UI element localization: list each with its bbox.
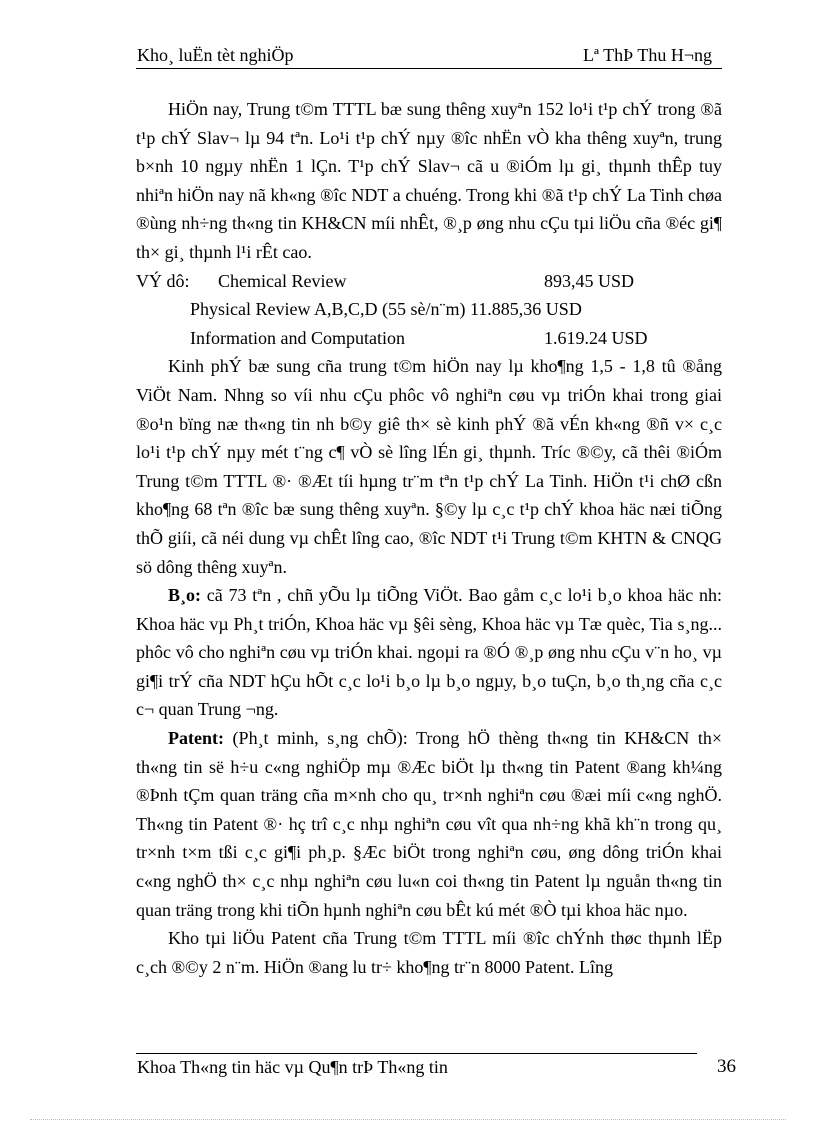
paragraph-patent-collection: Kho tµi liÖu Patent cña Trung t©m TTTL míi ®îc chÝnh thøc thµnh lËp c¸ch ®©y 2 n¨m. HiÖn ®ang lu tr÷ kho¶ng tr¨n 8000 Patent. Lîng bbox=[136, 928, 722, 977]
footer-rule bbox=[136, 1053, 697, 1054]
footer-faculty: Khoa Th«ng tin häc vµ Qu¶n trÞ Th«ng tin bbox=[137, 1057, 448, 1077]
example-row bbox=[136, 324, 722, 353]
paragraph-newspapers bbox=[136, 581, 722, 724]
price-examples bbox=[136, 267, 722, 353]
paragraph-patent bbox=[136, 724, 722, 924]
page-edge-dotted-line bbox=[30, 1119, 786, 1120]
header-rule bbox=[136, 68, 722, 69]
patent-label: Patent: bbox=[168, 728, 224, 749]
example-row bbox=[136, 267, 722, 296]
page-number: 36 bbox=[717, 1056, 736, 1077]
paragraph-journals: HiÖn nay, Trung t©m TTTL bæ sung thêng xuyªn 152 lo¹i t¹p chÝ trong ®ã t¹p chÝ Slav¬ lµ 94 tªn. Lo¹i t¹p chÝ nµy ®îc nhËn vÒ kha thêng xuyªn, trung b×nh 10 ngµy nhËn 1 lÇn. T¹p chÝ Slav¬ cã u ®iÓm lµ gi¸ thµnh thÊp tuy nhiªn hiÖn nay nã kh«ng ®îc NDT a chuéng. Trong khi ®ã t¹p chÝ La Tinh chøa ®ùng nh÷ng th«ng tin KH&CN míi nhÊt, ®¸p øng nhu cÇu tµi liÖu cña ®éc gi¶ th× gi¸ thµnh l¹i rÊt cao. bbox=[136, 99, 722, 262]
patent-text: (Ph¸t minh, s¸ng chÕ): Trong hÖ thèng th«ng tin KH&CN th× th«ng tin së h÷u c«ng nghiÖp mµ ®Æc biÖt lµ th«ng tin Patent ®ang kh¼ng ®Þnh tÇm quan träng cña m×nh cho qu¸ tr×nh nghiªn cøu ®æi míi c«ng nghÖ. Th«ng tin Patent ®· hç trî c¸c nhµ nghiªn cøu vît qua nh÷ng khã kh¨n trong qu¸ tr×nh t×m tßi c¸c gi¶i ph¸p. §Æc biÖt trong nghiªn cøu, øng dông triÓn khai c«ng nghÖ th× c¸c nhµ nghiªn cøu lu«n coi th«ng tin Patent lµ nguån th«ng tin quan träng trong khi tiÕn hµnh nghiªn cøu bÊt kú mét ®Ò tµi khoa häc nµo. bbox=[136, 728, 722, 920]
header-thesis-title: Kho¸ luËn tèt nghiÖp bbox=[137, 45, 294, 65]
example-row bbox=[136, 295, 722, 324]
example-name: Physical Review A,B,C,D (55 sè/n¨m) 11.885,36 USD bbox=[190, 299, 582, 320]
example-label: VÝ dô: bbox=[136, 270, 190, 291]
example-price: 893,45 USD bbox=[544, 270, 635, 291]
newspapers-label: B¸o: bbox=[168, 585, 201, 606]
example-name: Chemical Review bbox=[218, 270, 347, 291]
body-text bbox=[136, 95, 722, 981]
header-author: Lª ThÞ Thu H¬ng bbox=[583, 45, 712, 65]
newspapers-text: cã 73 tªn , chñ yÕu lµ tiÕng ViÖt. Bao gåm c¸c lo¹i b¸o khoa häc nh: Khoa häc vµ Ph¸t triÓn, Khoa häc vµ §êi sèng, Khoa häc vµ Tæ quèc, Tia s¸ng... phôc vô cho nghiªn cøu vµ triÓn khai. ngoµi ra ®Ó ®¸p øng nhu cÇu v¨n ho¸ vµ gi¶i trÝ cña NDT hÇu hÕt c¸c lo¹i b¸o lµ b¸o ngµy, b¸o tuÇn, b¸o th¸ng cña c¸c c¬ quan Trung ¬ng. bbox=[136, 585, 722, 720]
example-name: Information and Computation bbox=[190, 327, 405, 348]
paragraph-budget: Kinh phÝ bæ sung cña trung t©m hiÖn nay lµ kho¶ng 1,5 - 1,8 tû ®ång ViÖt Nam. Nhng so víi nhu cÇu phôc vô nghiªn cøu vµ triÓn khai trong giai ®o¹n bïng næ th«ng tin nh b©y giê th× sè kinh phÝ ®ã vÉn kh«ng ®ñ v× c¸c lo¹i t¹p chÝ nµy mét t¨ng c¶ vÒ sè lîng lÉn gi¸ thµnh. Tríc ®©y, cã thêi ®iÓm Trung t©m TTTL ®· ®Æt tíi hµng tr¨m tªn t¹p chÝ La Tinh. HiÖn t¹i chØ cßn kho¶ng 68 tªn ®îc bæ sung thêng xuyªn. §©y lµ c¸c t¹p chÝ khoa häc næi tiÕng thÕ giíi, cã néi dung vµ chÊt lîng cao, ®îc NDT t¹i Trung t©m KHTN & CNQG sö dông thêng xuyªn. bbox=[136, 356, 722, 577]
example-price: 1.619.24 USD bbox=[544, 327, 648, 348]
